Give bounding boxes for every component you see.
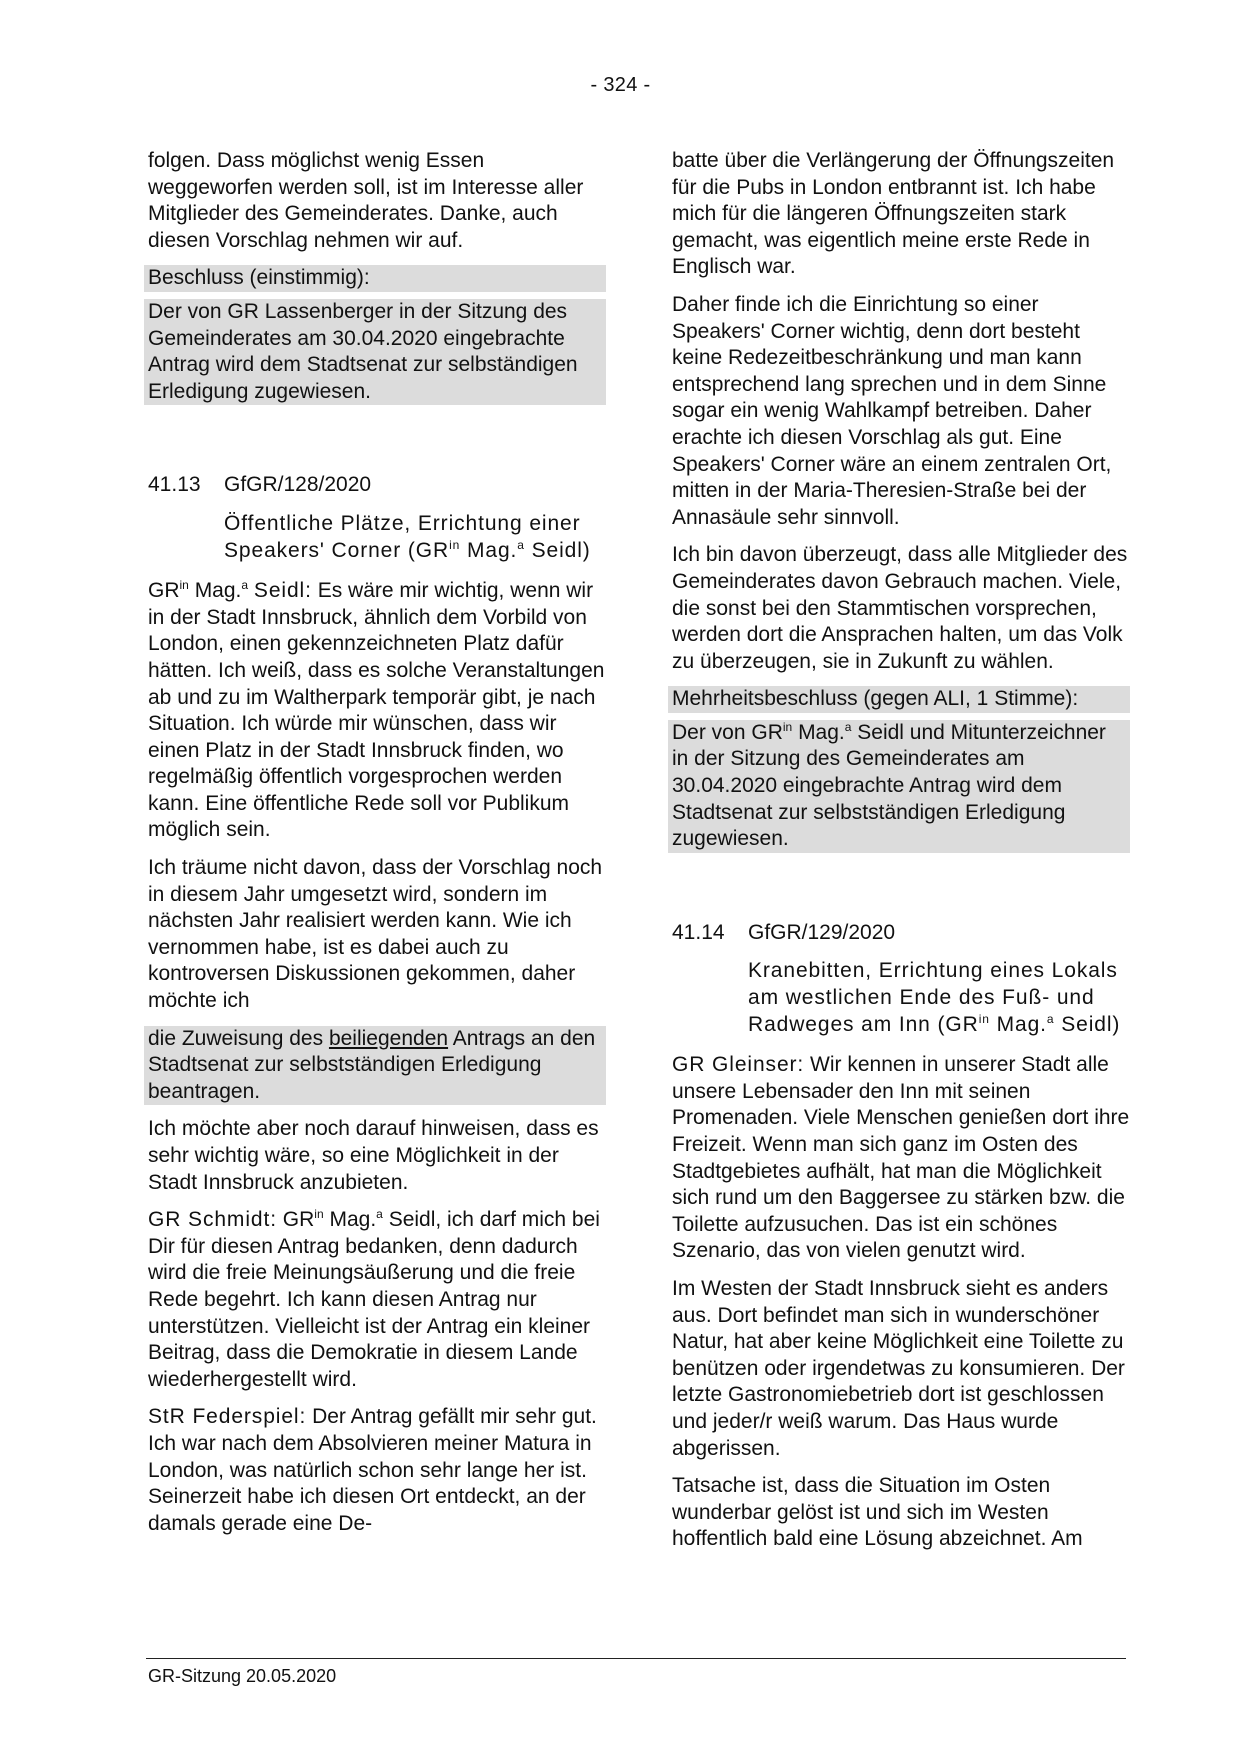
paragraph-closing: folgen. Dass möglichst wenig Essen weggeworfen werden soll, ist im Interesse aller Mitglieder des Gemeinderates. Danke, auch diesen Vorschlag nehmen wir auf.: [148, 149, 584, 252]
agenda-item-ref: GfGR/129/2020: [748, 920, 896, 944]
resolution-text: Der von $GR^{in}$ Mag.$^a$ Seidl und Mitunterzeichner in der Sitzung des Gemeinderates am 30.04.2020 eingebrachte Antrag wird dem Stadtsenat zur selbstständigen Erledigung zugewiesen.: [668, 720, 1130, 853]
footer-rule: [146, 1658, 1126, 1659]
speech-gleinser: GR Gleinser: Wir kennen in unserer Stadt alle unsere Lebensader den Inn mit seinen Promenaden. Viele Menschen genießen dort ihre Freizeit. Wenn man sich ganz im Osten des Stadtgebietes aufhält, hat man die Möglichkeit sich rund um den Baggersee zu stärken bzw. die Toilette aufzusuchen. Das ist ein schönes Szenario, das von vielen genutzt wird.: [672, 1053, 1130, 1263]
footer-text: GR-Sitzung 20.05.2020: [148, 1666, 337, 1686]
paragraph-dream: Ich träume nicht davon, dass der Vorschlag noch in diesem Jahr umgesetzt wird, sondern im nächsten Jahr realisiert werden kann. Wie ich vernommen habe, ist es dabei auch zu kontroversen Diskussionen gekommen, daher möchte ich: [148, 856, 603, 1013]
paragraph-conviction: Ich bin davon überzeugt, dass alle Mitglieder des Gemeinderates davon Gebrauch machen. Viele, die sonst bei den Stammtischen vorsprechen, werden dort die Ansprachen halten, um das Volk zu überzeugen, sie in Zukunft zu wählen.: [672, 543, 1128, 673]
paragraph-west: Im Westen der Stadt Innsbruck sieht es anders aus. Dort befindet man sich in wunderschöner Natur, hat aber keine Möglichkeit eine Toilette zu benützen oder irgendetwas zu konsumieren. Der letzte Gastronomiebetrieb dort ist geschlossen und jeder/r weiß warum. Das Haus wurde abgerissen.: [672, 1276, 1125, 1460]
speech-schmidt: GR Schmidt: $GR^{in}$ Mag.$^a$ Seidl, ich darf mich bei Dir für diesen Antrag bedanken, denn dadurch wird die freie Meinungsäußerung und die freie Rede begehrt. Ich kann diesen Antrag nur unterstützen. Vielleicht ist der Antrag ein kleiner Beitrag, dass die Demokratie in diesem Lande wiederhergestellt wird.: [148, 1207, 600, 1391]
assignment-request: die Zuweisung des beiliegenden Antrags an den Stadtsenat zur selbstständigen Erledigung beantragen.: [144, 1026, 606, 1106]
agenda-item-title: Kranebitten, Errichtung eines Lokals am westlichen Ende des Fuß- und Radweges am Inn ($GR^{in}$ Mag.$^a$ Seidl): [748, 959, 1121, 1036]
right-column: [672, 148, 1130, 1564]
speech-seidl: $GR^{in}$ Mag.$^a$ Seidl: Es wäre mir wichtig, wenn wir in der Stadt Innsbruck, ähnlich dem Vorbild von London, einen gekennzeichneten Platz dafür hätten. Ich weiß, dass es solche Veranstaltungen ab und zu im Waltherpark temporär gibt, je nach Situation. Ich würde mir wünschen, dass wir einen Platz in der Stadt Innsbruck finden, wo regelmäßig öffentlich vorgesprochen werden kann. Eine öffentliche Rede soll vor Publikum möglich sein.: [148, 578, 605, 842]
agenda-item-title: Öffentliche Plätze, Errichtung einer Speakers' Corner ($GR^{in}$ Mag.$^a$ Seidl): [224, 511, 591, 562]
agenda-item-number: 41.13: [148, 473, 201, 497]
paragraph-speakers-corner: Daher finde ich die Einrichtung so einer Speakers' Corner wichtig, denn dort besteht keine Redezeitbeschränkung und man kann entsprechend lang sprechen und in dem Sinne sogar ein wenig Wahlkampf betreiben. Daher erachte ich diesen Vorschlag als gut. Eine Speakers' Corner wäre an einem zentralen Ort, mitten in der Maria-Theresien-Straße bei der Annasäule sehr sinnvoll.: [672, 292, 1112, 529]
left-column: [148, 148, 606, 1548]
paragraph-debate: batte über die Verlängerung der Öffnungszeiten für die Pubs in London entbrannt ist. Ich habe mich für die längeren Öffnungszeiten stark gemacht, was eigentlich meine erste Rede in Englisch war.: [672, 149, 1115, 279]
speech-federspiel: StR Federspiel: Der Antrag gefällt mir sehr gut. Ich war nach dem Absolvieren meiner Matura in London, was natürlich schon sehr lange her ist. Seinerzeit habe ich diesen Ort entdeckt, an der damals gerade eine De-: [148, 1405, 597, 1535]
paragraph-fact: Tatsache ist, dass die Situation im Osten wunderbar gelöst ist und sich im Westen hoffentlich bald eine Lösung abzeichnet. Am: [672, 1474, 1083, 1551]
agenda-item-header: [672, 920, 1130, 947]
paragraph-hint: Ich möchte aber noch darauf hinweisen, dass es sehr wichtig wäre, so eine Möglichkeit in der Stadt Innsbruck anzubieten.: [148, 1117, 599, 1194]
resolution-label: Beschluss (einstimmig):: [144, 265, 606, 292]
section-gap: [672, 864, 1130, 920]
section-gap: [148, 416, 606, 472]
resolution-label: Mehrheitsbeschluss (gegen ALI, 1 Stimme):: [668, 686, 1130, 713]
agenda-item-number: 41.14: [672, 920, 725, 944]
page-number: - 324 -: [590, 74, 651, 96]
agenda-item-header: [148, 472, 606, 499]
resolution-text: Der von GR Lassenberger in der Sitzung des Gemeinderates am 30.04.2020 eingebrachte Antrag wird dem Stadtsenat zur selbständigen Erledigung zugewiesen.: [144, 299, 606, 405]
agenda-item-ref: GfGR/128/2020: [224, 473, 372, 497]
